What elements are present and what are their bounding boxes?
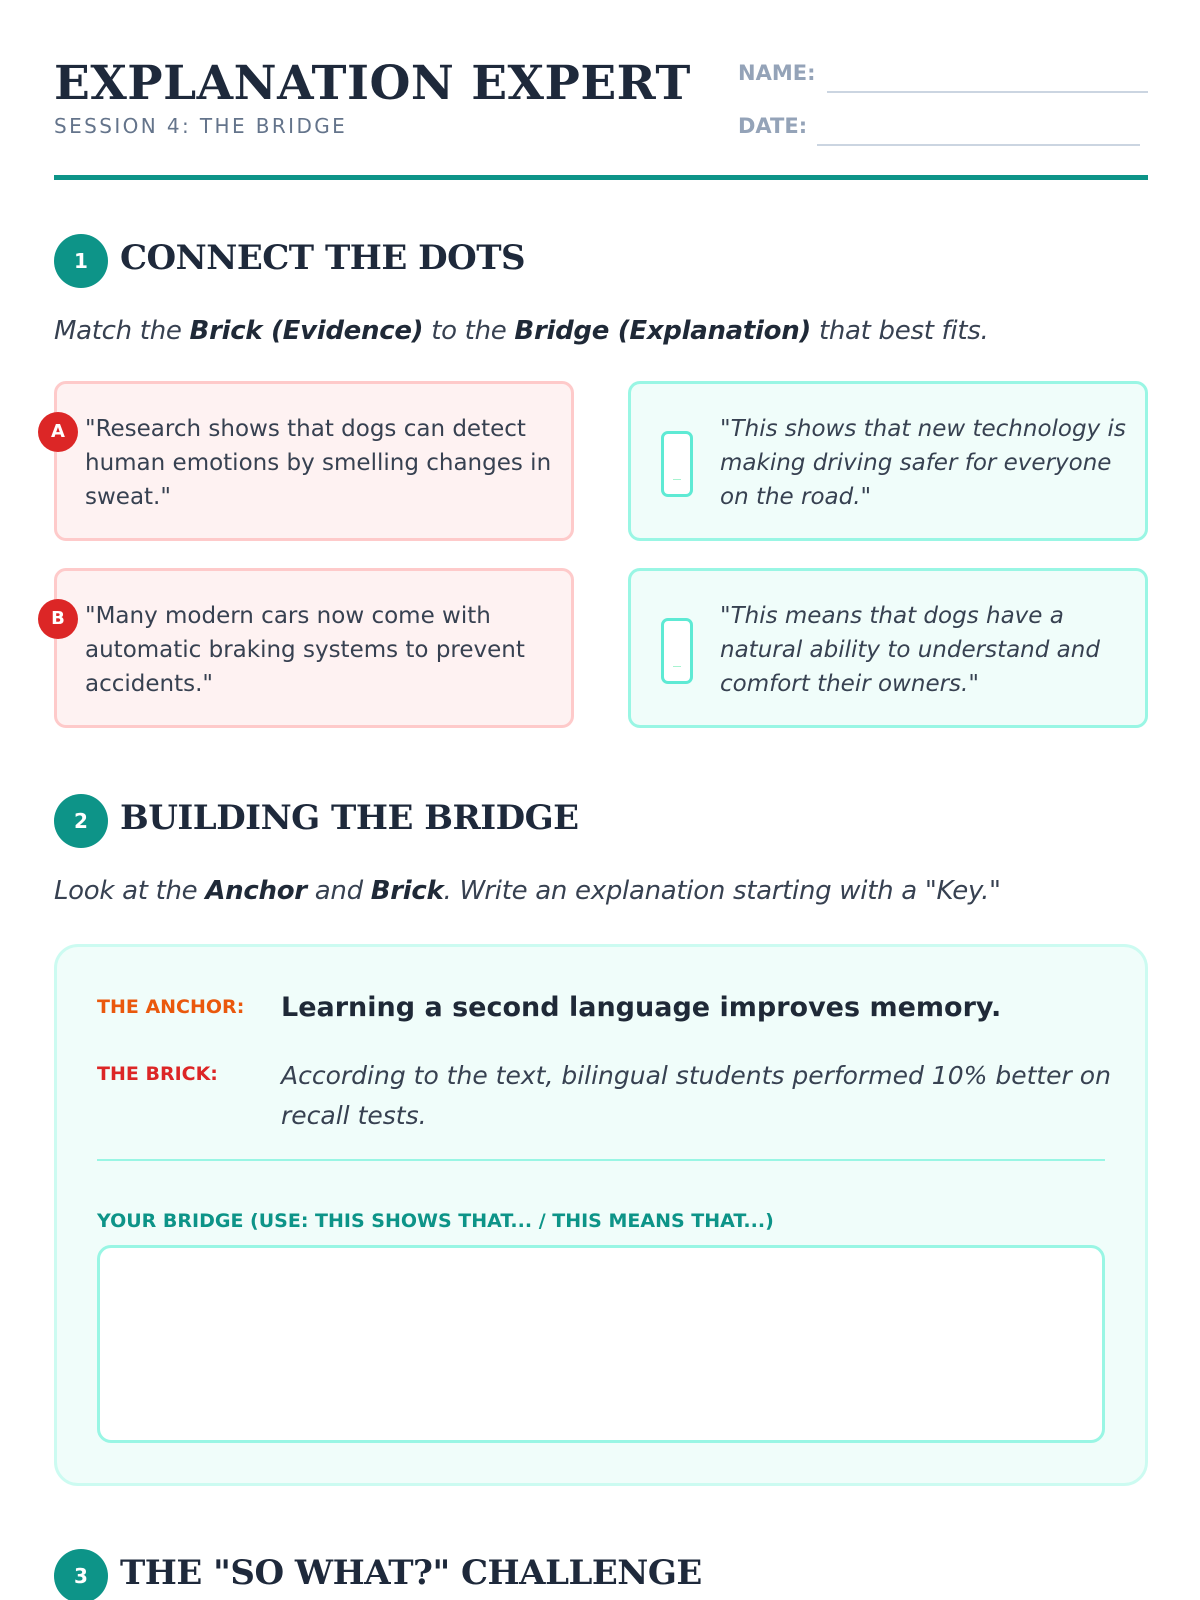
bridge-explanation-text: "This means that dogs have a natural ability to understand and comfort their owners." bbox=[720, 603, 1100, 697]
name-label: NAME: bbox=[738, 61, 816, 85]
bridge-card-1 bbox=[628, 381, 1148, 541]
worksheet-title: EXPLANATION EXPERT bbox=[54, 56, 691, 111]
section-title: BUILDING THE BRIDGE bbox=[120, 798, 579, 838]
section-title: THE "SO WHAT?" CHALLENGE bbox=[120, 1553, 702, 1593]
brick-letter-badge: A bbox=[38, 412, 78, 452]
bridge-explanation-text: "This shows that new technology is making driving safer for everyone on the road." bbox=[720, 416, 1126, 510]
bridge-card-2 bbox=[628, 568, 1148, 728]
worksheet-subtitle: SESSION 4: THE BRIDGE bbox=[54, 114, 348, 138]
name-field[interactable] bbox=[827, 91, 1148, 93]
panel-divider bbox=[97, 1159, 1105, 1161]
brick-text: According to the text, bilingual students performed 10% better on recall tests. bbox=[281, 1061, 1111, 1130]
brick-card-b bbox=[51, 568, 574, 728]
brick-letter-badge: B bbox=[38, 599, 78, 639]
section-number-badge: 2 bbox=[54, 794, 108, 848]
section-2-instruction: Look at the Anchor and Brick. Write an explanation starting with a "Key." bbox=[54, 876, 1001, 906]
date-field[interactable] bbox=[817, 144, 1140, 146]
section-1-instruction: Match the Brick (Evidence) to the Bridge (Explanation) that best fits. bbox=[54, 316, 989, 346]
brick-evidence-text: "Many modern cars now come with automatic braking systems to prevent accidents." bbox=[85, 603, 525, 697]
match-answer-box[interactable] bbox=[661, 431, 693, 497]
your-bridge-label: YOUR BRIDGE (USE: THIS SHOWS THAT... / THIS MEANS THAT...) bbox=[97, 1210, 774, 1232]
section-number-badge: 3 bbox=[54, 1549, 108, 1600]
section-number-badge: 1 bbox=[54, 234, 108, 288]
anchor-label: THE ANCHOR: bbox=[97, 996, 245, 1018]
header-divider bbox=[54, 175, 1148, 180]
brick-label: THE BRICK: bbox=[97, 1063, 218, 1085]
bridge-building-panel bbox=[54, 944, 1148, 1486]
match-answer-box[interactable] bbox=[661, 618, 693, 684]
date-label: DATE: bbox=[738, 114, 808, 138]
section-title: CONNECT THE DOTS bbox=[120, 238, 526, 278]
bridge-answer-area[interactable] bbox=[97, 1245, 1105, 1443]
worksheet-header bbox=[54, 56, 1148, 182]
anchor-text: Learning a second language improves memory. bbox=[281, 992, 1002, 1023]
brick-card-a bbox=[51, 381, 574, 541]
brick-evidence-text: "Research shows that dogs can detect human emotions by smelling changes in sweat." bbox=[85, 416, 552, 510]
